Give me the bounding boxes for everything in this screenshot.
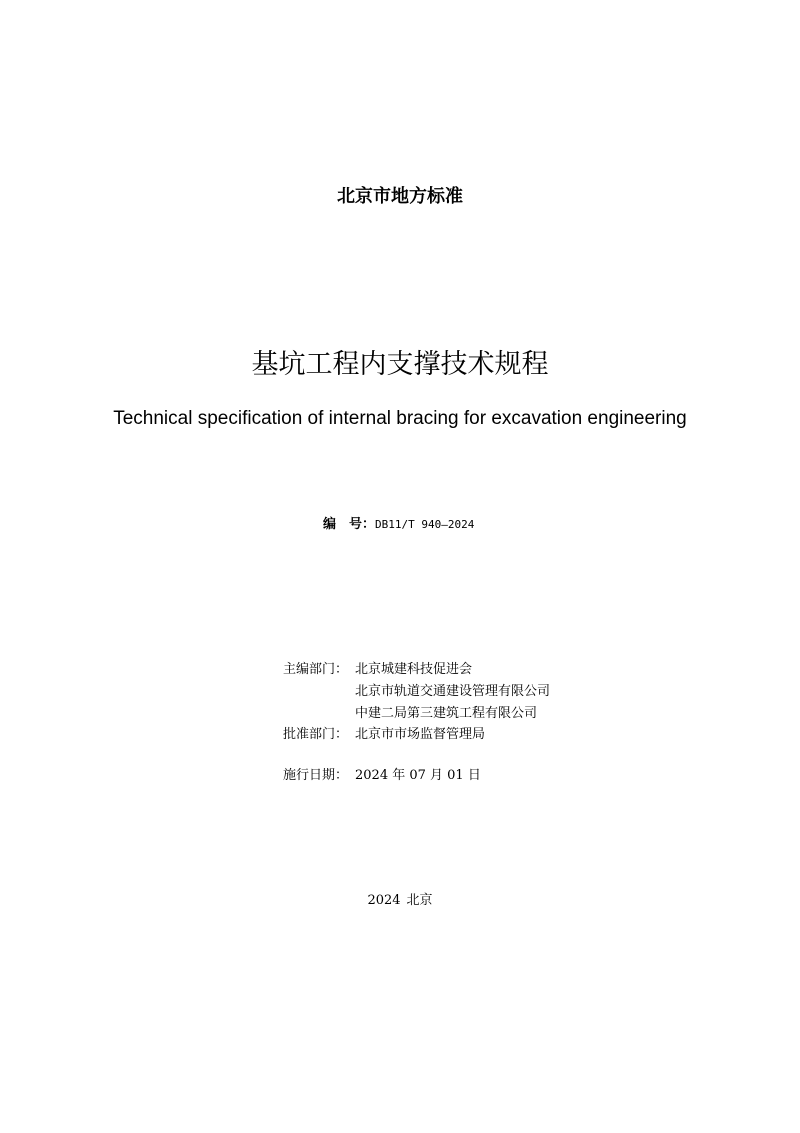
- footer: [0, 891, 800, 911]
- series-title: 北京市地方标准: [337, 186, 463, 207]
- standard-number-value: DB11/T 940—2024: [375, 518, 475, 531]
- standard-number: [323, 515, 474, 535]
- footer-city: 北京: [406, 893, 433, 908]
- approval-row: [283, 724, 485, 745]
- approval-label: 批准部门：: [283, 727, 349, 742]
- approval-unit: 北京市市场监督管理局: [355, 727, 486, 742]
- footer-year: 2024: [367, 893, 401, 908]
- standard-number-label: 编 号：: [323, 517, 376, 532]
- effective-date-row: [283, 765, 481, 786]
- chief-editor-unit-1: 北京城建科技促进会: [355, 662, 473, 677]
- effective-date-value: 2024 年 07 月 01 日: [355, 768, 481, 783]
- effective-date-label: 施行日期：: [283, 768, 349, 783]
- main-title: 基坑工程内支撑技术规程: [251, 349, 549, 380]
- chief-editor-unit-2: 北京市轨道交通建设管理有限公司: [355, 684, 551, 699]
- chief-editor-label: 主编部门：: [283, 662, 349, 677]
- chief-editor-unit-3: 中建二局第三建筑工程有限公司: [355, 706, 538, 721]
- english-title: Technical specification of internal bracing for excavation engineering: [113, 408, 687, 429]
- chief-editor-row: [283, 659, 472, 680]
